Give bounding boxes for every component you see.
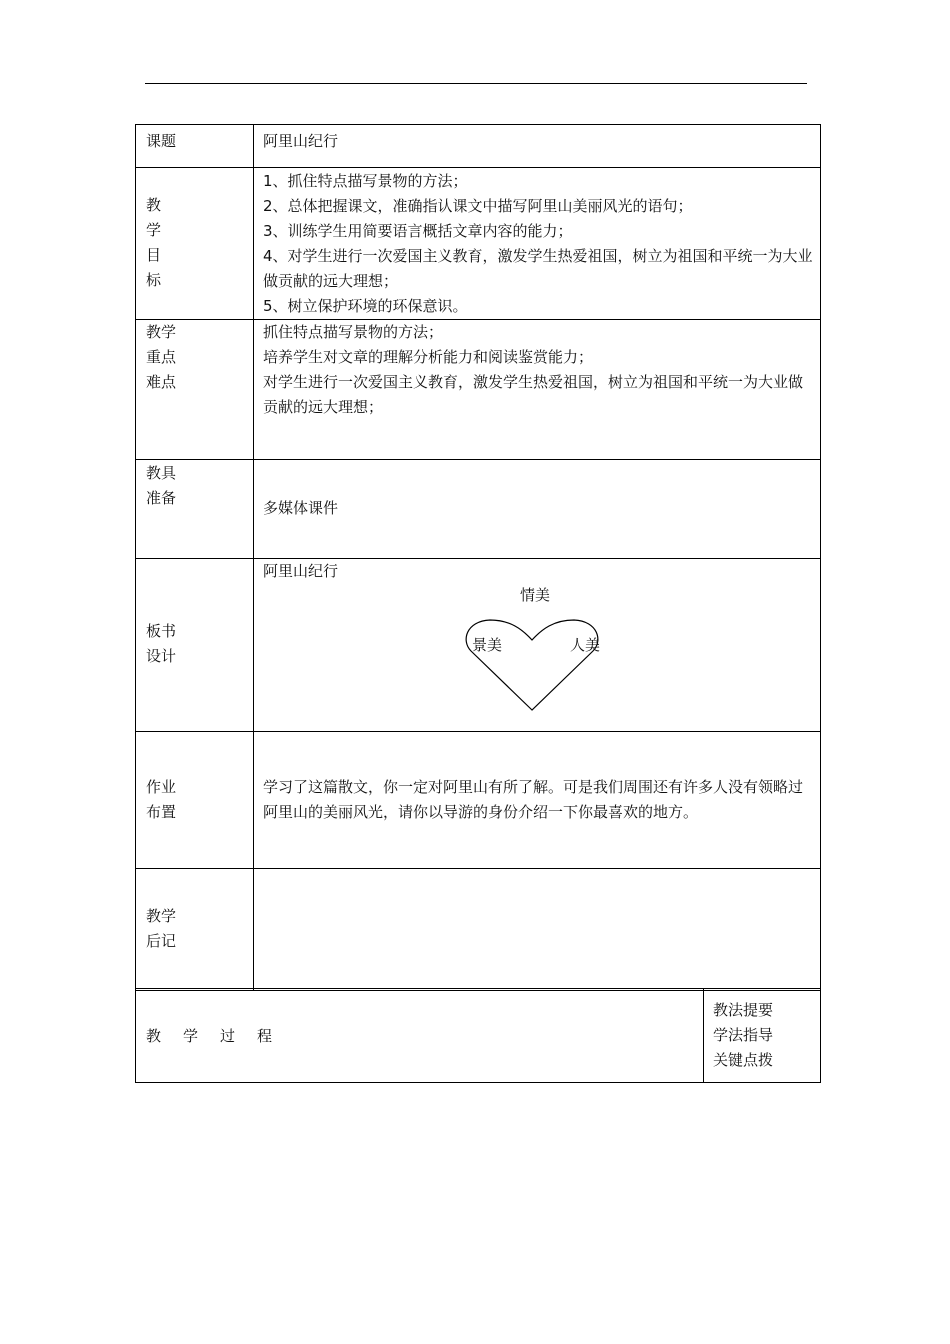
objectives-label-char: 学	[146, 221, 162, 239]
board-content	[254, 559, 821, 732]
objectives-label-char: 目	[146, 246, 162, 264]
process-label-char: 过	[220, 1027, 236, 1045]
header-rule	[145, 83, 807, 84]
homework-label	[136, 732, 254, 869]
reflection-row	[136, 869, 821, 991]
process-table	[135, 988, 821, 1083]
process-label-char: 程	[257, 1027, 273, 1045]
key-points-label	[136, 320, 254, 460]
objective-item: 4、对学生进行一次爱国主义教育，激发学生热爱祖国，树立为祖国和平统一为大业做贡献的远大理想；	[263, 247, 813, 290]
homework-text: 学习了这篇散文，你一定对阿里山有所了解。可是我们周围还有许多人没有领略过阿里山的美丽风光，请你以导游的身份介绍一下你最喜欢的地方。	[254, 732, 821, 869]
reflection-label-line: 教学	[146, 907, 177, 925]
objective-item: 5、树立保护环境的环保意识。	[263, 297, 468, 315]
topic-row	[136, 125, 821, 168]
materials-label-line: 准备	[146, 489, 177, 507]
materials-row	[136, 460, 821, 559]
materials-value: 多媒体课件	[254, 460, 821, 559]
lesson-plan-table	[135, 124, 821, 991]
key-points-label-line: 教学	[146, 323, 177, 341]
process-label	[136, 989, 704, 1083]
reflection-label-line: 后记	[146, 932, 177, 950]
methods-cell	[704, 989, 821, 1083]
materials-label	[136, 460, 254, 559]
methods-line: 关键点拨	[713, 1051, 774, 1069]
key-point-item: 培养学生对文章的理解分析能力和阅读鉴赏能力；	[263, 348, 594, 366]
board-title: 阿里山纪行	[263, 562, 339, 580]
key-points-label-line: 难点	[146, 373, 177, 391]
key-points-label-line: 重点	[146, 348, 177, 366]
board-label-line: 设计	[146, 647, 177, 665]
key-point-item: 对学生进行一次爱国主义教育，激发学生热爱祖国，树立为祖国和平统一为大业做贡献的远大理想；	[263, 373, 804, 416]
methods-line: 教法提要	[713, 1001, 774, 1019]
key-points-content	[254, 320, 821, 460]
process-label-char: 教	[146, 1027, 162, 1045]
homework-row	[136, 732, 821, 869]
heart-top-label: 情美	[520, 586, 551, 604]
objectives-label-char: 教	[146, 196, 162, 214]
methods-line: 学法指导	[713, 1026, 774, 1044]
key-point-item: 抓住特点描写景物的方法；	[263, 323, 444, 341]
materials-label-line: 教具	[146, 464, 177, 482]
objectives-label	[136, 168, 254, 320]
topic-value: 阿里山纪行	[254, 125, 821, 168]
homework-label-line: 布置	[146, 803, 177, 821]
board-label	[136, 559, 254, 732]
objectives-content	[254, 168, 821, 320]
homework-label-line: 作业	[146, 778, 177, 796]
objective-item: 2、总体把握课文，准确指认课文中描写阿里山美丽风光的语句；	[263, 197, 693, 215]
process-label-char: 学	[183, 1027, 199, 1045]
heart-right-label: 人美	[570, 636, 601, 654]
objective-item: 3、训练学生用简要语言概括文章内容的能力；	[263, 222, 573, 240]
topic-label: 课题	[136, 125, 254, 168]
objectives-row	[136, 168, 821, 320]
heart-left-label: 景美	[472, 636, 503, 654]
objective-item: 1、抓住特点描写景物的方法；	[263, 172, 468, 190]
board-label-line: 板书	[146, 622, 177, 640]
objectives-label-char: 标	[146, 271, 162, 289]
board-row	[136, 559, 821, 732]
reflection-label	[136, 869, 254, 991]
key-points-row	[136, 320, 821, 460]
reflection-content	[254, 869, 821, 991]
board-design	[254, 559, 820, 729]
process-row	[136, 989, 821, 1083]
